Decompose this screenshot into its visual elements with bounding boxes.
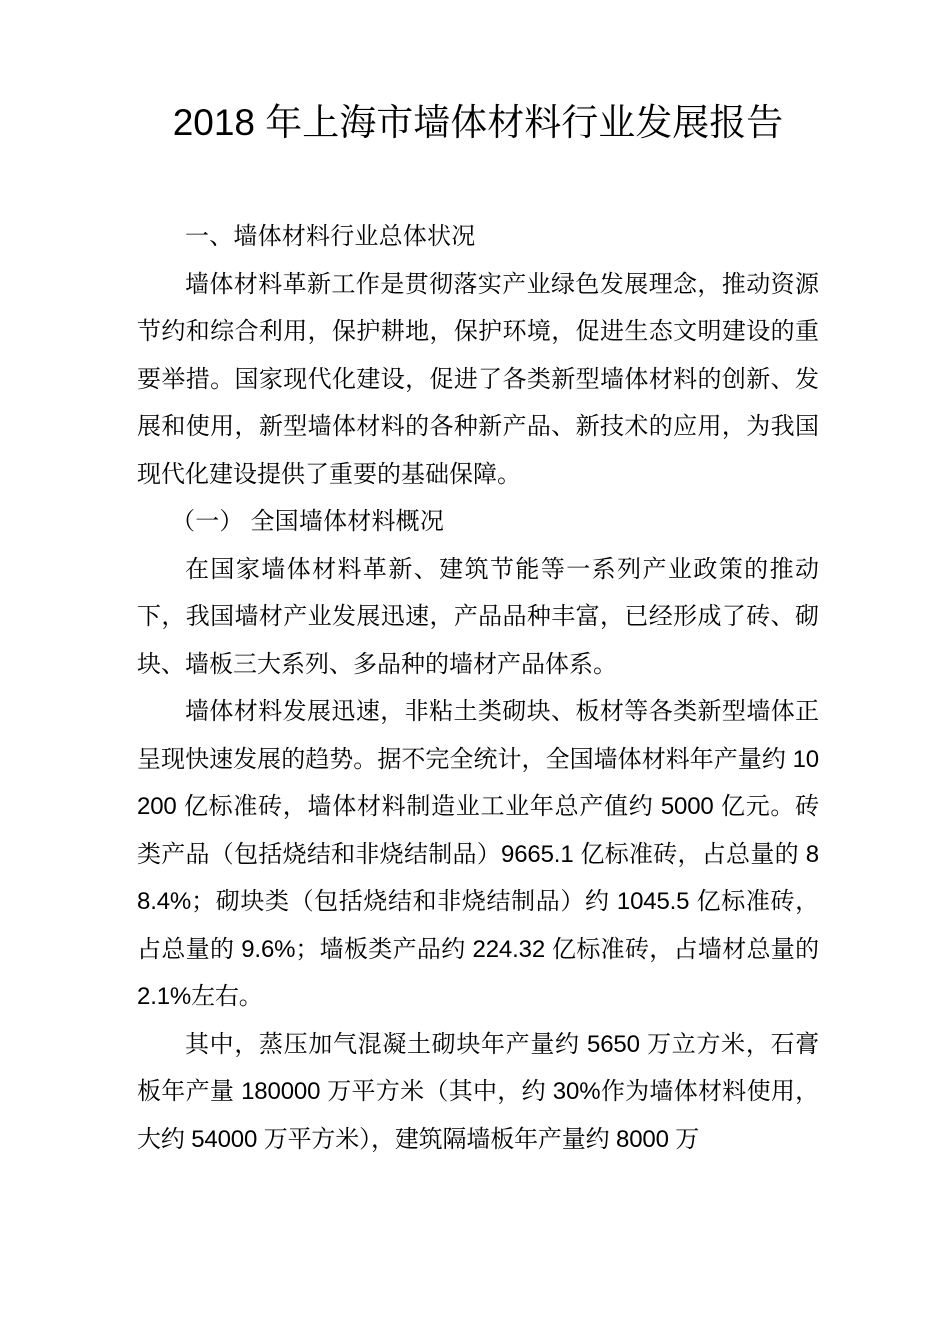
subsection-1-1-paragraph-3: 其中，蒸压加气混凝土砌块年产量约 5650 万立方米，石膏板年产量 180000 万平方米（其中，约 30%作为墙体材料使用，大约 54000 万平方米），建筑隔墙板年产量约 8000 万	[137, 1030, 819, 1153]
page-content	[137, 0, 819, 1163]
section-heading-1: 一、墙体材料行业总体状况	[185, 223, 476, 250]
section-1-paragraph-1: 墙体材料革新工作是贯彻落实产业绿色发展理念，推动资源节约和综合利用，保护耕地，保护环境，促进生态文明建设的重要举措。国家现代化建设，促进了各类新型墙体材料的创新、发展和使用，新型墙体材料的各种新产品、新技术的应用，为我国现代化建设提供了重要的基础保障。	[137, 270, 819, 488]
subsection-1-1-paragraph-1: 在国家墙体材料革新、建筑节能等一系列产业政策的推动下，我国墙材产业发展迅速，产品品种丰富，已经形成了砖、砌块、墙板三大系列、多品种的墙材产品体系。	[137, 555, 819, 678]
subsection-heading-1-1: （一） 全国墙体材料概况	[171, 508, 445, 535]
page-title: 2018 年上海市墙体材料行业发展报告	[172, 102, 784, 143]
subsection-1-1-paragraph-2: 墙体材料发展迅速，非粘土类砌块、板材等各类新型墙体正呈现快速发展的趋势。据不完全统计，全国墙体材料年产量约 10200 亿标准砖，墙体材料制造业工业年总产值约 5000 亿元。砖类产品（包括烧结和非烧结制品）9665.1 亿标准砖，占总量的 88.4%；砌块类（包括烧结和非烧结制品）约 1045.5 亿标准砖，占总量的 9.6%；墙板类产品约 224.32 亿标准砖，占墙材总量的 2.1%左右。	[137, 698, 819, 1010]
